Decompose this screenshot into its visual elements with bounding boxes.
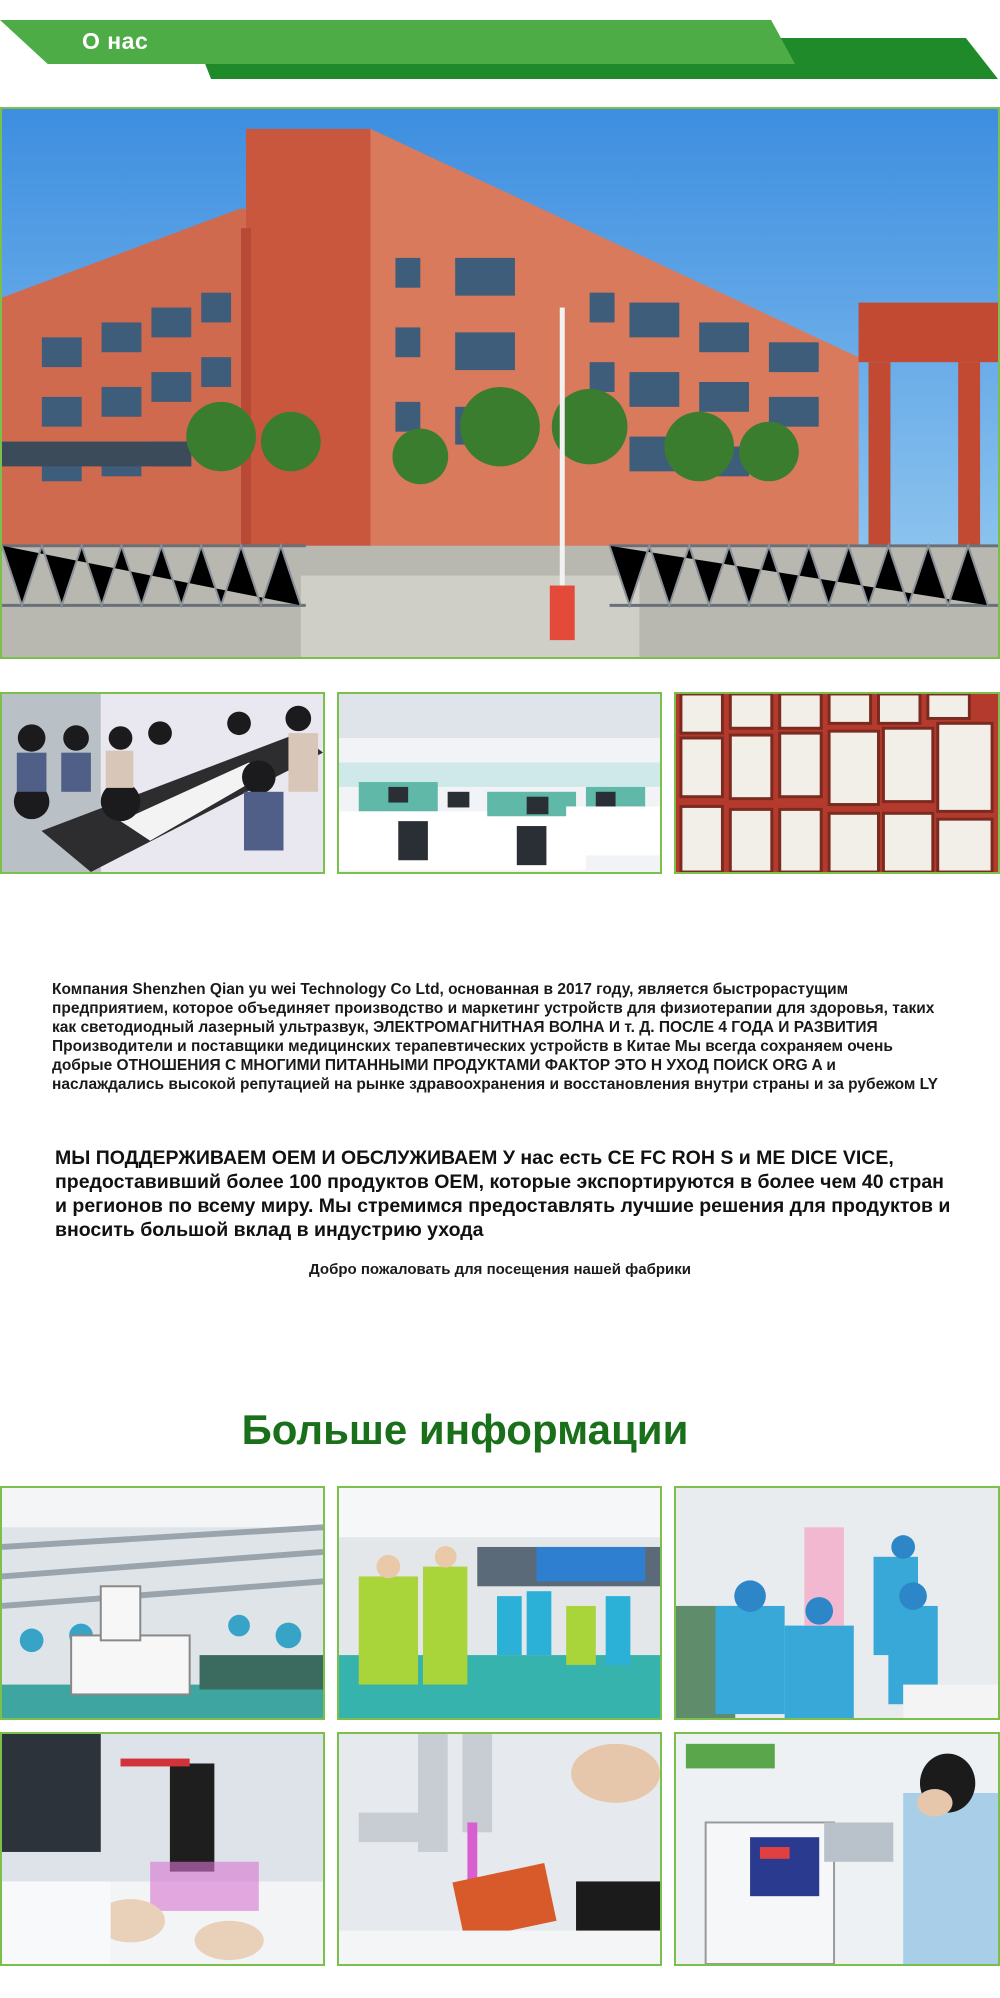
factory-welcome-text: Добро пожаловать для посещения нашей фабрики	[309, 1261, 691, 1278]
device-assembly-photo-1	[0, 1732, 325, 1966]
oem-description: МЫ ПОДДЕРЖИВАЕМ OEM И ОБСЛУЖИВАЕМ У нас есть CE FC ROH S и ME DICE VICE, предоставивший более 100 продуктов OEM, которые экспортируются в более чем 40 стран и регионов по всему миру. Мы стремимся предоставлять лучшие решения для продуктов и вносить большой вклад в индустрию ухода	[55, 1147, 951, 1241]
testing-equipment-photo	[674, 1732, 1000, 1966]
factory-building-photo	[0, 107, 1000, 659]
production-line-photo-3	[674, 1486, 1000, 1720]
production-line-photo-2	[337, 1486, 662, 1720]
more-info-heading: Больше информации	[241, 1406, 689, 1453]
certificates-wall-photo	[674, 692, 1000, 874]
page-title: О нас	[82, 28, 149, 54]
meeting-room-photo	[0, 692, 325, 874]
company-description: Компания Shenzhen Qian yu wei Technology Co Ltd, основанная в 2017 году, является быстрорастущим предприятием, которое объединяет производство и маркетинг устройств для физиотерапии для здоровья, таких как светодиодный лазерный ультразвук, ЭЛЕКТРОМАГНИТНАЯ ВОЛНА И т. Д. ПОСЛЕ 4 ГОДА И РАЗВИТИЯ Производители и поставщики медицинских терапевтических устройств в Китае Мы всегда сохраняем очень добрые ОТНОШЕНИЯ С МНОГИМИ ПИТАННЫМИ ПРОДУКТАМИ ФАКТОР ЭТО Н УХОД ПОИСК ORG A и наслаждались высокой репутацией на рынке здравоохранения и восстановления внутри страны и за рубежом LY	[52, 981, 939, 1093]
production-line-photo-1	[0, 1486, 325, 1720]
office-photo	[337, 692, 662, 874]
device-assembly-photo-2	[337, 1732, 662, 1966]
